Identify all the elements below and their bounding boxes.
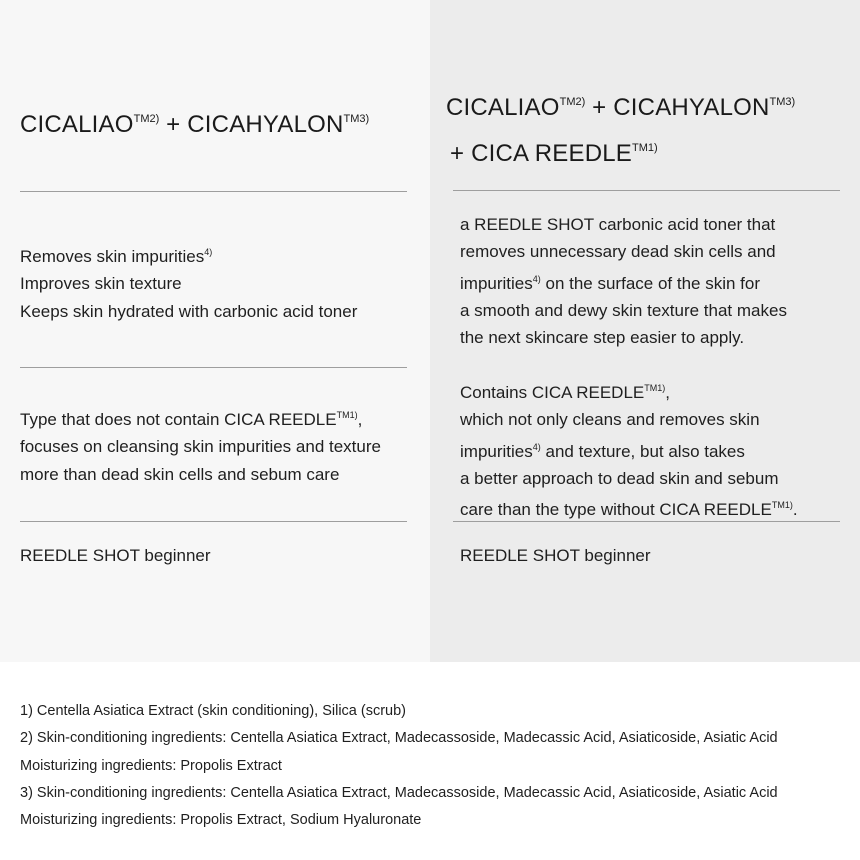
divider: [453, 190, 840, 191]
text: on the surface of the skin for: [540, 273, 760, 293]
footnote-mark: TM1): [644, 383, 666, 393]
right-column: [430, 0, 860, 662]
right-description: [460, 375, 798, 523]
footnote-mark: TM2): [559, 96, 586, 108]
text-line: removes unnecessary dead skin cells and: [460, 242, 776, 262]
text-line: [460, 434, 798, 465]
title-part: CICALIAO: [446, 94, 560, 121]
text: impurities: [460, 273, 533, 293]
text-line: [460, 492, 798, 523]
text: impurities: [460, 441, 533, 461]
footnote-mark: TM1): [336, 410, 358, 420]
left-benefits: [20, 239, 357, 325]
right-level: [460, 542, 651, 569]
text-line: a REEDLE SHOT carbonic acid toner that: [460, 215, 776, 234]
text-line: a better approach to dead skin and sebum: [460, 468, 779, 488]
divider: [20, 367, 407, 368]
title-part: + CICAHYALON: [585, 94, 770, 121]
divider: [453, 521, 840, 522]
footnote-line: Moisturizing ingredients: Propolis Extract, Sodium Hyaluronate: [20, 812, 422, 829]
footnote-mark: 4): [532, 273, 541, 284]
text: Contains CICA REEDLE: [460, 383, 645, 402]
text-line: the next skincare step easier to apply.: [460, 328, 745, 348]
title-part: + CICAHYALON: [159, 111, 344, 138]
right-column-title: [446, 82, 795, 174]
footnote-line: Moisturizing ingredients: Propolis Extract: [20, 757, 282, 774]
text-line: [460, 266, 787, 297]
footnote-mark: TM1): [771, 500, 793, 511]
footnote-line: 1) Centella Asiatica Extract (skin conditioning), Silica (scrub): [20, 703, 407, 719]
text-line: REEDLE SHOT beginner: [460, 546, 651, 565]
left-column-title: [20, 99, 369, 145]
text: and texture, but also takes: [540, 441, 745, 461]
left-level: [20, 542, 211, 569]
divider: [20, 191, 407, 192]
right-benefits: [460, 211, 787, 351]
footnote-line: 2) Skin-conditioning ingredients: Centella Asiatica Extract, Madecassoside, Madecassic Acid, Asiaticoside, Asiatic Acid: [20, 730, 778, 747]
text-line: [20, 402, 381, 433]
text: Type that does not contain CICA REEDLE: [20, 410, 337, 429]
text-line: Improves skin texture: [20, 274, 182, 294]
footnote-mark: 4): [532, 441, 541, 452]
text-line: focuses on cleansing skin impurities and texture: [20, 437, 381, 457]
footnote-mark: TM3): [769, 96, 796, 108]
text-line: [460, 375, 798, 406]
text-line: [20, 239, 357, 270]
footnote-mark: 4): [204, 247, 213, 257]
text-line: more than dead skin cells and sebum care: [20, 464, 340, 484]
text: ,: [357, 410, 363, 429]
text: Removes skin impurities: [20, 247, 205, 266]
footnotes: [20, 698, 778, 834]
text: care than the type without CICA REEDLE: [460, 500, 772, 520]
footnote-line: 3) Skin-conditioning ingredients: Centella Asiatica Extract, Madecassoside, Madecassic Acid, Asiaticoside, Asiatic Acid: [20, 784, 778, 801]
title-part: CICALIAO: [20, 111, 134, 138]
text-line: which not only cleans and removes skin: [460, 410, 760, 430]
title-part: + CICA REEDLE: [450, 140, 633, 167]
text-line: REEDLE SHOT beginner: [20, 546, 211, 565]
text: .: [792, 500, 798, 520]
footnote-mark: TM1): [632, 142, 658, 154]
left-description: [20, 402, 381, 488]
divider: [20, 521, 407, 522]
footnote-mark: TM2): [133, 113, 160, 125]
text-line: Keeps skin hydrated with carbonic acid toner: [20, 301, 358, 321]
footnote-mark: TM3): [343, 113, 370, 125]
left-column: [0, 0, 430, 662]
text: ,: [665, 383, 670, 402]
text-line: a smooth and dewy skin texture that makes: [460, 300, 787, 320]
